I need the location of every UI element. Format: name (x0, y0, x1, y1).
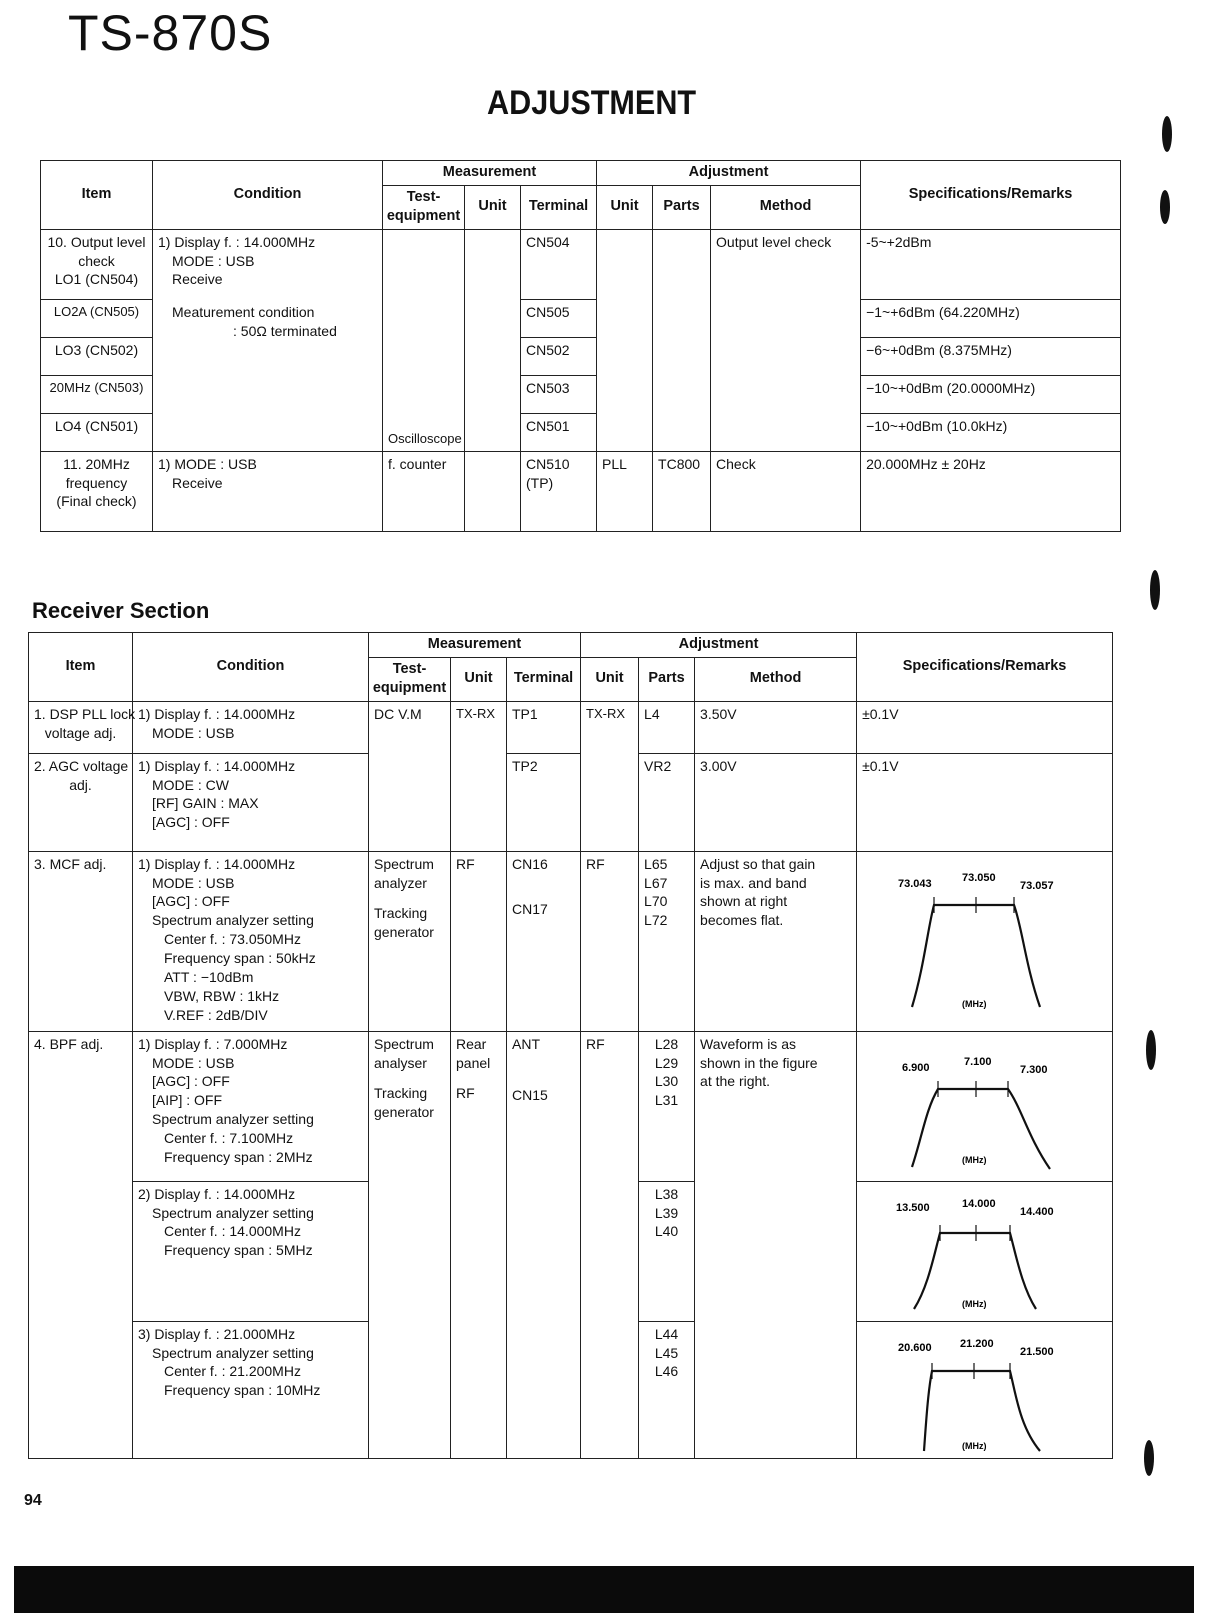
r1-unit: TX-RX (451, 701, 507, 851)
item11-cell: 11. 20MHz frequency (Final check) (41, 451, 153, 531)
header-specs: Specifications/Remarks (861, 161, 1121, 230)
item11-terminal: CN510 (TP) (521, 451, 597, 531)
header-test-equipment: Test-equipment (369, 657, 451, 701)
item10-lo4: LO4 (CN501) (41, 413, 153, 451)
r4-equipment: Spectrum analyser Tracking generator (369, 1031, 451, 1458)
item11-equipment: f. counter (383, 451, 465, 531)
binding-mark (1150, 570, 1160, 610)
item10-spec-lo3: −6~+0dBm (8.375MHz) (861, 337, 1121, 375)
r3-parts: L65 L67 L70 L72 (639, 851, 695, 1031)
item10-equipment: Oscilloscope (383, 229, 465, 451)
r1-adj-unit: TX-RX (581, 701, 639, 851)
item11-parts: TC800 (653, 451, 711, 531)
r4-adj-unit: RF (581, 1031, 639, 1458)
item10-adj-unit (597, 229, 653, 451)
item10-terminal-cn503: CN503 (521, 375, 597, 413)
header-measurement: Measurement (369, 633, 581, 658)
r4-condition-3: 3) Display f. : 21.000MHz Spectrum analyzer setting Center f. : 21.200MHz Frequency span : 10MHz (133, 1321, 369, 1458)
header-method: Method (711, 185, 861, 229)
item11-condition: 1) MODE : USB Receive (153, 451, 383, 531)
item11-spec: 20.000MHz ± 20Hz (861, 451, 1121, 531)
r1-terminal: TP1 (507, 701, 581, 753)
header-unit: Unit (451, 657, 507, 701)
r4-terminal: ANT CN15 (507, 1031, 581, 1458)
adjustment-table-receiver (28, 632, 1113, 1459)
r3-unit: RF (451, 851, 507, 1031)
passband-curve (914, 1233, 1036, 1309)
passband-curve (924, 1371, 1040, 1451)
r1-item: 1. DSP PLL lock voltage adj. (29, 701, 133, 753)
mcf-passband-graph (890, 857, 1080, 1017)
r4-spec-1 (857, 1031, 1113, 1181)
graph-high-label: 7.300 (1019, 1063, 1048, 1076)
r2-spec: ±0.1V (857, 753, 1113, 851)
item10-unit (465, 229, 521, 451)
r4-spec-3 (857, 1321, 1113, 1458)
r2-parts: VR2 (639, 753, 695, 851)
header-parts: Parts (653, 185, 711, 229)
binding-mark (1160, 190, 1170, 224)
item10-method: Output level check (711, 229, 861, 451)
item11-method: Check (711, 451, 861, 531)
page-number: 94 (24, 1492, 42, 1509)
header-condition: Condition (133, 633, 369, 702)
header-adjustment: Adjustment (581, 633, 857, 658)
graph-center-label: 7.100 (963, 1055, 992, 1068)
item10-terminal-cn501: CN501 (521, 413, 597, 451)
item10-spec-lo2a: −1~+6dBm (64.220MHz) (861, 299, 1121, 337)
binding-mark (1144, 1440, 1154, 1476)
item10-lo3: LO3 (CN502) (41, 337, 153, 375)
header-terminal: Terminal (507, 657, 581, 701)
graph-low-label: 73.043 (897, 877, 932, 890)
model-title: TS-870S (68, 5, 273, 61)
r1-parts: L4 (639, 701, 695, 753)
adjustment-table-output-level (40, 160, 1121, 532)
r4-parts-3: L44 L45 L46 (639, 1321, 695, 1458)
r2-method: 3.00V (695, 753, 857, 851)
r1-equipment: DC V.M (369, 701, 451, 851)
r2-item: 2. AGC voltage adj. (29, 753, 133, 851)
graph-center-label: 73.050 (961, 871, 996, 884)
header-specs: Specifications/Remarks (857, 633, 1113, 702)
header-item: Item (29, 633, 133, 702)
item10-terminal-cn502: CN502 (521, 337, 597, 375)
graph-unit: (MHz) (961, 1440, 987, 1451)
r1-method: 3.50V (695, 701, 857, 753)
r1-condition: 1) Display f. : 14.000MHz MODE : USB (133, 701, 369, 753)
r3-item: 3. MCF adj. (29, 851, 133, 1031)
r4-method: Waveform is as shown in the figure at the right. (695, 1031, 857, 1458)
header-method: Method (695, 657, 857, 701)
passband-curve (912, 905, 1040, 1007)
binding-mark (1162, 116, 1172, 152)
graph-low-label: 20.600 (897, 1341, 932, 1354)
r3-adj-unit: RF (581, 851, 639, 1031)
r2-condition: 1) Display f. : 14.000MHz MODE : CW [RF] GAIN : MAX [AGC] : OFF (133, 753, 369, 851)
item10-lo2a: LO2A (CN505) (41, 299, 153, 337)
graph-low-label: 6.900 (901, 1061, 930, 1074)
item10-20mhz: 20MHz (CN503) (41, 375, 153, 413)
r4-condition-1: 1) Display f. : 7.000MHz MODE : USB [AGC] : OFF [AIP] : OFF Spectrum analyzer setting Center f. : 7.100MHz Frequency span : 2MHz (133, 1031, 369, 1181)
r4-item: 4. BPF adj. (29, 1031, 133, 1458)
r3-condition: 1) Display f. : 14.000MHz MODE : USB [AGC] : OFF Spectrum analyzer setting Center f. : 73.050MHz Frequency span : 50kHz ATT : −10dBm VBW, RBW : 1kHz V.REF : 2dB/DIV (133, 851, 369, 1031)
item10-parts (653, 229, 711, 451)
item10-spec-lo4: −10~+0dBm (10.0kHz) (861, 413, 1121, 451)
r3-equipment: Spectrum analyzer Tracking generator (369, 851, 451, 1031)
r4-parts-2: L38 L39 L40 (639, 1181, 695, 1321)
graph-unit: (MHz) (961, 1154, 987, 1165)
item10-terminal-cn504: CN504 (521, 229, 597, 299)
header-parts: Parts (639, 657, 695, 701)
graph-center-label: 14.000 (961, 1197, 996, 1210)
graph-unit: (MHz) (961, 998, 987, 1009)
bpf1-passband-graph (890, 1037, 1080, 1175)
header-condition: Condition (153, 161, 383, 230)
graph-high-label: 21.500 (1019, 1345, 1054, 1358)
bpf2-passband-graph (890, 1187, 1080, 1315)
item10-spec-lo1: -5~+2dBm (861, 229, 1121, 299)
header-terminal: Terminal (521, 185, 597, 229)
item11-adj-unit: PLL (597, 451, 653, 531)
receiver-section-heading: Receiver Section (32, 598, 210, 623)
bpf3-passband-graph (890, 1327, 1080, 1455)
item10-terminal-cn505: CN505 (521, 299, 597, 337)
scan-edge-bar (14, 1566, 1194, 1613)
r3-method: Adjust so that gain is max. and band shown at right becomes flat. (695, 851, 857, 1031)
header-unit: Unit (465, 185, 521, 229)
graph-low-label: 13.500 (895, 1201, 930, 1214)
r3-spec (857, 851, 1113, 1031)
r4-condition-2: 2) Display f. : 14.000MHz Spectrum analyzer setting Center f. : 14.000MHz Frequency span : 5MHz (133, 1181, 369, 1321)
item10-cell: 10. Output level check LO1 (CN504) (41, 229, 153, 299)
header-adj-unit: Unit (597, 185, 653, 229)
page-title: ADJUSTMENT (487, 84, 697, 122)
header-item: Item (41, 161, 153, 230)
header-test-equipment: Test-equipment (383, 185, 465, 229)
item11-unit (465, 451, 521, 531)
graph-unit: (MHz) (961, 1298, 987, 1309)
item10-spec-20mhz: −10~+0dBm (20.0000MHz) (861, 375, 1121, 413)
graph-center-label: 21.200 (959, 1337, 994, 1350)
r2-terminal: TP2 (507, 753, 581, 851)
graph-high-label: 73.057 (1019, 879, 1054, 892)
graph-high-label: 14.400 (1019, 1205, 1054, 1218)
item10-condition: 1) Display f. : 14.000MHz MODE : USB Receive Meaturement condition : 50Ω terminated (153, 229, 383, 451)
r3-terminal: CN16 CN17 (507, 851, 581, 1031)
r4-parts-1: L28 L29 L30 L31 (639, 1031, 695, 1181)
header-measurement: Measurement (383, 161, 597, 186)
r4-unit: Rear panel RF (451, 1031, 507, 1458)
r4-spec-2 (857, 1181, 1113, 1321)
header-adj-unit: Unit (581, 657, 639, 701)
header-adjustment: Adjustment (597, 161, 861, 186)
binding-mark (1146, 1030, 1156, 1070)
r1-spec: ±0.1V (857, 701, 1113, 753)
